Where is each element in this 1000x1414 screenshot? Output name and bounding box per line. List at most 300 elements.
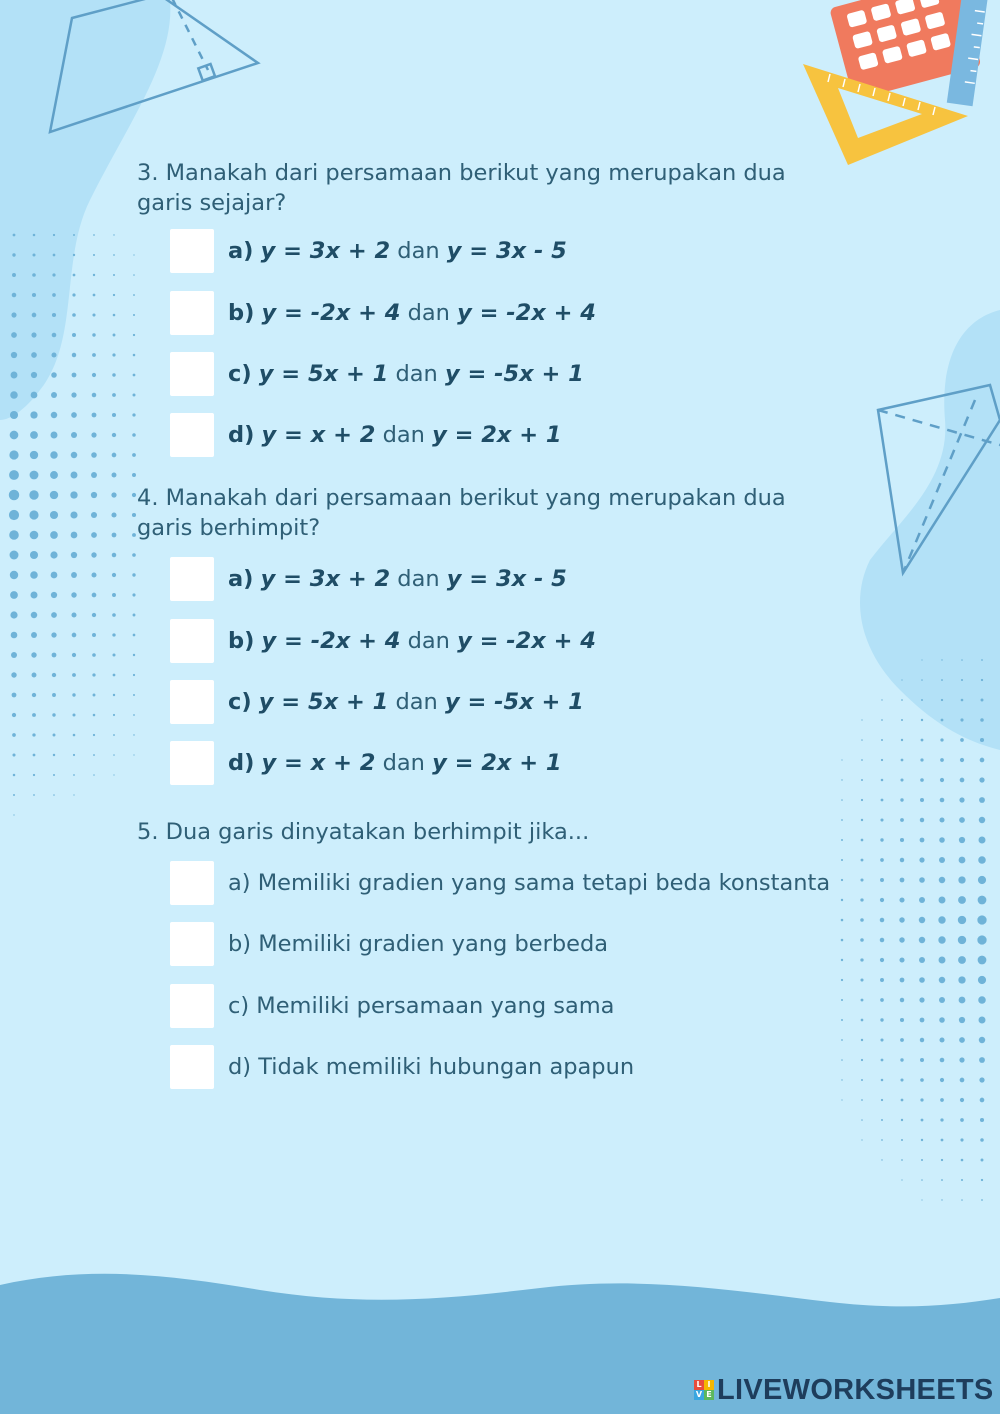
- halftone-dot: [32, 253, 35, 256]
- halftone-dot: [71, 452, 78, 459]
- halftone-dot: [841, 939, 844, 942]
- halftone-dot: [941, 1179, 943, 1181]
- halftone-dot: [33, 774, 35, 776]
- halftone-dot: [11, 332, 17, 338]
- halftone-dot: [50, 511, 58, 519]
- halftone-dot: [91, 572, 96, 577]
- halftone-dot: [30, 551, 38, 559]
- halftone-dot: [901, 1119, 903, 1121]
- halftone-dot: [71, 432, 77, 438]
- halftone-dot: [860, 898, 863, 901]
- halftone-dot: [841, 819, 843, 821]
- halftone-dot: [112, 353, 115, 356]
- halftone-dot: [50, 451, 57, 458]
- halftone-dot: [92, 613, 96, 617]
- q4-checkbox-c[interactable]: [170, 680, 214, 724]
- halftone-dot: [899, 897, 904, 902]
- halftone-dot: [10, 411, 18, 419]
- q5-option-b[interactable]: [170, 922, 608, 966]
- halftone-dot: [861, 819, 863, 821]
- halftone-dot: [10, 571, 18, 579]
- halftone-dot: [841, 959, 843, 961]
- halftone-dot: [939, 817, 944, 822]
- halftone-dot: [133, 674, 135, 676]
- halftone-dot: [53, 734, 56, 737]
- halftone-dot: [10, 431, 19, 440]
- halftone-dot: [70, 491, 77, 498]
- halftone-dot: [133, 714, 135, 716]
- halftone-dot: [91, 452, 97, 458]
- halftone-dot: [900, 1018, 904, 1022]
- halftone-dot: [113, 274, 115, 276]
- halftone-dot: [880, 938, 885, 943]
- halftone-dot: [92, 673, 95, 676]
- halftone-dot: [71, 612, 76, 617]
- halftone-dot: [978, 856, 986, 864]
- halftone-dot: [71, 592, 76, 597]
- halftone-dot: [73, 774, 75, 776]
- halftone-dot: [919, 897, 925, 903]
- halftone-dot: [980, 1138, 984, 1142]
- halftone-dot: [959, 1017, 965, 1023]
- halftone-dot: [841, 999, 843, 1001]
- halftone-dot: [93, 774, 95, 776]
- halftone-dot: [880, 818, 883, 821]
- halftone-dot: [961, 1199, 963, 1201]
- halftone-dot: [91, 512, 97, 518]
- halftone-dot: [880, 978, 884, 982]
- halftone-dot: [71, 532, 78, 539]
- halftone-dot: [959, 1057, 964, 1062]
- halftone-dot: [32, 673, 37, 678]
- q5-checkbox-b[interactable]: [170, 922, 214, 966]
- halftone-dot: [113, 694, 115, 696]
- halftone-dot: [919, 997, 924, 1002]
- halftone-dot: [30, 411, 37, 418]
- halftone-dot: [112, 393, 116, 397]
- halftone-dot: [92, 593, 97, 598]
- halftone-dot: [901, 1159, 903, 1161]
- halftone-dot: [12, 693, 17, 698]
- halftone-dot: [940, 758, 944, 762]
- halftone-dot: [11, 652, 17, 658]
- halftone-dot: [30, 531, 39, 540]
- halftone-dot: [52, 693, 56, 697]
- halftone-dot: [30, 451, 38, 459]
- halftone-dot: [861, 999, 864, 1002]
- halftone-dot: [92, 353, 96, 357]
- halftone-dot: [93, 294, 96, 297]
- halftone-dot: [881, 1059, 884, 1062]
- halftone-dot: [51, 412, 57, 418]
- halftone-dot: [13, 234, 16, 237]
- halftone-dot: [30, 471, 39, 480]
- q3-option-c[interactable]: [170, 352, 584, 396]
- q3-checkbox-a[interactable]: [170, 229, 214, 273]
- halftone-dot: [960, 1118, 964, 1122]
- halftone-dot: [939, 877, 945, 883]
- halftone-dot: [880, 1038, 883, 1041]
- question-3-text: 3. Manakah dari persamaan berikut yang merupakan dua garis sejajar?: [137, 160, 786, 216]
- halftone-dot: [32, 313, 37, 318]
- halftone-dot: [939, 977, 945, 983]
- halftone-dot: [71, 412, 77, 418]
- halftone-dot: [939, 1037, 944, 1042]
- halftone-dot: [941, 699, 943, 701]
- halftone-dot: [73, 254, 75, 256]
- halftone-dot: [93, 714, 96, 717]
- q4-checkbox-a[interactable]: [170, 557, 214, 601]
- halftone-dot: [53, 234, 55, 236]
- halftone-dot: [112, 613, 116, 617]
- halftone-dot: [960, 778, 965, 783]
- halftone-dot: [919, 917, 925, 923]
- q5-option-c[interactable]: [170, 984, 614, 1028]
- halftone-dot: [11, 352, 17, 358]
- halftone-dot: [72, 633, 77, 638]
- halftone-dot: [939, 957, 946, 964]
- halftone-dot: [113, 254, 115, 256]
- halftone-dot: [11, 672, 16, 677]
- halftone-dot: [921, 1159, 923, 1161]
- halftone-dot: [941, 659, 942, 660]
- halftone-dot: [51, 612, 57, 618]
- halftone-dot: [841, 779, 842, 780]
- halftone-dot: [132, 533, 136, 537]
- halftone-dot: [52, 293, 56, 297]
- halftone-dot: [73, 794, 74, 795]
- q3-option-d-label: d) y = x + 2 dan y = 2x + 1: [228, 422, 562, 448]
- q4-checkbox-d[interactable]: [170, 741, 214, 785]
- halftone-dot: [132, 413, 135, 416]
- halftone-dot: [113, 314, 116, 317]
- halftone-dot: [72, 693, 75, 696]
- q5-option-c-label: c) Memiliki persamaan yang sama: [228, 993, 615, 1019]
- halftone-dot: [71, 392, 76, 397]
- halftone-dot: [919, 957, 925, 963]
- halftone-dot: [960, 758, 964, 762]
- halftone-dot: [881, 1079, 884, 1082]
- halftone-dot: [899, 937, 904, 942]
- halftone-dot: [861, 1039, 863, 1041]
- halftone-dot: [91, 552, 96, 557]
- halftone-dot: [961, 659, 963, 661]
- halftone-dot: [50, 551, 57, 558]
- halftone-dot: [31, 332, 36, 337]
- halftone-dot: [841, 859, 843, 861]
- q4-option-d[interactable]: [170, 741, 562, 785]
- halftone-dot: [900, 1078, 903, 1081]
- halftone-dot: [960, 1078, 965, 1083]
- halftone-dot: [841, 879, 843, 881]
- halftone-dot: [960, 1098, 964, 1102]
- q3-option-c-label: c) y = 5x + 1 dan y = -5x + 1: [228, 361, 584, 387]
- halftone-dot: [133, 314, 135, 316]
- q3-option-d[interactable]: [170, 413, 562, 457]
- halftone-dot: [921, 1199, 922, 1200]
- halftone-dot: [980, 1118, 984, 1122]
- halftone-dot: [980, 718, 984, 722]
- halftone-dot: [861, 1059, 863, 1061]
- halftone-dot: [841, 919, 844, 922]
- question-4-text: 4. Manakah dari persamaan berikut yang merupakan dua garis berhimpit?: [137, 485, 786, 541]
- halftone-dot: [939, 1017, 945, 1023]
- halftone-dot: [979, 797, 985, 803]
- halftone-dot: [979, 1077, 984, 1082]
- halftone-dot: [920, 1018, 925, 1023]
- halftone-dot: [921, 699, 923, 701]
- halftone-dot: [31, 372, 37, 378]
- halftone-dot: [900, 978, 905, 983]
- halftone-dot: [881, 1159, 882, 1160]
- q3-checkbox-d[interactable]: [170, 413, 214, 457]
- liveworksheets-logo[interactable]: [694, 1372, 994, 1408]
- halftone-dot: [51, 632, 56, 637]
- halftone-dot: [112, 573, 116, 577]
- halftone-dot: [31, 392, 38, 399]
- halftone-dot: [133, 254, 134, 255]
- halftone-dot: [52, 713, 55, 716]
- halftone-dot: [13, 814, 14, 815]
- halftone-dot: [53, 794, 55, 796]
- halftone-dot: [841, 799, 843, 801]
- halftone-dot: [51, 592, 57, 598]
- q4-option-a[interactable]: [170, 557, 567, 601]
- halftone-dot: [919, 977, 925, 983]
- halftone-dot: [978, 956, 987, 965]
- q4-checkbox-b[interactable]: [170, 619, 214, 663]
- halftone-dot: [861, 1139, 862, 1140]
- halftone-dot: [941, 679, 943, 681]
- halftone-dot: [72, 333, 76, 337]
- q3-checkbox-c[interactable]: [170, 352, 214, 396]
- q3-option-a[interactable]: [170, 229, 567, 273]
- halftone-dot: [900, 818, 904, 822]
- halftone-dot: [112, 553, 117, 558]
- halftone-dot: [899, 917, 904, 922]
- halftone-dot: [111, 512, 116, 517]
- halftone-dot: [901, 759, 904, 762]
- halftone-dot: [880, 998, 884, 1002]
- halftone-dot: [861, 739, 863, 741]
- halftone-dot: [880, 858, 884, 862]
- q4-option-d-label: d) y = x + 2 dan y = 2x + 1: [228, 750, 562, 776]
- halftone-dot: [111, 492, 116, 497]
- halftone-dot: [51, 572, 58, 579]
- halftone-dot: [900, 858, 904, 862]
- halftone-dot: [940, 1058, 945, 1063]
- halftone-dot: [29, 510, 38, 519]
- halftone-dot: [93, 234, 95, 236]
- halftone-dot: [979, 817, 985, 823]
- halftone-dot: [113, 674, 116, 677]
- halftone-dot: [940, 1098, 944, 1102]
- halftone-dot: [939, 857, 945, 863]
- halftone-dot: [841, 1079, 842, 1080]
- halftone-dot: [981, 679, 983, 681]
- halftone-dot: [938, 916, 945, 923]
- halftone-dot: [10, 591, 18, 599]
- halftone-dot: [919, 877, 925, 883]
- halftone-dot: [978, 896, 987, 905]
- halftone-dot: [11, 312, 16, 317]
- halftone-dot: [940, 1118, 943, 1121]
- halftone-dot: [920, 838, 925, 843]
- halftone-dot: [133, 694, 135, 696]
- halftone-dot: [920, 1038, 924, 1042]
- halftone-dot: [52, 273, 55, 276]
- halftone-dot: [133, 654, 135, 656]
- halftone-dot: [10, 391, 18, 399]
- halftone-dot: [51, 432, 58, 439]
- halftone-dot: [12, 753, 15, 756]
- halftone-dot: [940, 778, 944, 782]
- halftone-dot: [50, 471, 58, 479]
- halftone-dot: [133, 634, 136, 637]
- halftone-dot: [92, 313, 95, 316]
- halftone-dot: [92, 333, 95, 336]
- q5-option-b-label: b) Memiliki gradien yang berbeda: [228, 931, 609, 957]
- halftone-dot: [958, 956, 966, 964]
- halftone-dot: [900, 798, 903, 801]
- halftone-dot: [921, 719, 923, 721]
- halftone-dot: [880, 918, 885, 923]
- halftone-dot: [958, 876, 965, 883]
- q5-option-d[interactable]: [170, 1045, 634, 1089]
- q4-option-c[interactable]: [170, 680, 584, 724]
- halftone-dot: [113, 774, 114, 775]
- halftone-dot: [901, 699, 903, 701]
- halftone-dot: [31, 652, 36, 657]
- q5-checkbox-c[interactable]: [170, 984, 214, 1028]
- halftone-dot: [52, 673, 56, 677]
- halftone-dot: [132, 573, 135, 576]
- halftone-dot: [92, 413, 97, 418]
- halftone-dot: [958, 936, 966, 944]
- q4-option-b-label: b) y = -2x + 4 dan y = -2x + 4: [228, 628, 596, 654]
- halftone-dot: [29, 490, 38, 499]
- halftone-dot: [133, 294, 135, 296]
- halftone-dot: [941, 1159, 943, 1161]
- halftone-dot: [32, 293, 36, 297]
- halftone-dot: [73, 754, 75, 756]
- halftone-dot: [112, 593, 116, 597]
- halftone-dot: [9, 450, 18, 459]
- halftone-dot: [861, 719, 862, 720]
- halftone-dot: [979, 1037, 985, 1043]
- q5-option-a[interactable]: [170, 861, 830, 905]
- halftone-dot: [881, 699, 882, 700]
- halftone-dot: [961, 1179, 963, 1181]
- halftone-dot: [900, 838, 904, 842]
- halftone-dot: [921, 1179, 923, 1181]
- halftone-dot: [841, 979, 843, 981]
- halftone-dot: [73, 234, 75, 236]
- halftone-dot: [959, 837, 965, 843]
- halftone-dot: [960, 738, 964, 742]
- halftone-dot: [960, 718, 963, 721]
- halftone-dot: [72, 353, 76, 357]
- halftone-dot: [73, 274, 76, 277]
- halftone-dot: [132, 553, 136, 557]
- halftone-dot: [958, 976, 965, 983]
- halftone-dot: [880, 1018, 883, 1021]
- halftone-dot: [112, 633, 115, 636]
- halftone-dot: [91, 432, 96, 437]
- halftone-dot: [919, 937, 925, 943]
- halftone-dot: [978, 996, 986, 1004]
- halftone-dot: [921, 1119, 924, 1122]
- halftone-dot: [51, 372, 57, 378]
- halftone-dot: [980, 758, 985, 763]
- q4-option-a-label: a) y = 3x + 2 dan y = 3x - 5: [228, 566, 567, 592]
- halftone-dot: [91, 492, 97, 498]
- q5-checkbox-d[interactable]: [170, 1045, 214, 1089]
- halftone-dot: [900, 778, 903, 781]
- halftone-dot: [133, 274, 135, 276]
- halftone-dot: [112, 653, 115, 656]
- halftone-dot: [841, 1019, 843, 1021]
- halftone-dot: [51, 392, 57, 398]
- halftone-dot: [33, 754, 36, 757]
- q3-option-b[interactable]: [170, 291, 596, 335]
- halftone-dot: [112, 473, 117, 478]
- halftone-dot: [958, 916, 966, 924]
- halftone-dot: [72, 673, 76, 677]
- halftone-dot: [12, 713, 16, 717]
- halftone-dot: [977, 935, 986, 944]
- halftone-dot: [881, 1139, 883, 1141]
- halftone-dot: [880, 898, 884, 902]
- halftone-dot: [52, 313, 56, 317]
- halftone-dot: [30, 591, 37, 598]
- q3-checkbox-b[interactable]: [170, 291, 214, 335]
- halftone-dot: [13, 774, 16, 777]
- halftone-dot: [961, 1159, 964, 1162]
- halftone-dot: [10, 551, 19, 560]
- halftone-dot: [73, 734, 76, 737]
- halftone-dot: [939, 997, 945, 1003]
- halftone-dot: [920, 1058, 924, 1062]
- halftone-dot: [112, 533, 117, 538]
- halftone-dot: [93, 254, 95, 256]
- halftone-dot: [12, 273, 16, 277]
- halftone-dot: [93, 754, 95, 756]
- halftone-dot: [958, 896, 966, 904]
- halftone-dot: [861, 839, 864, 842]
- halftone-dot: [132, 473, 136, 477]
- halftone-dot: [979, 837, 986, 844]
- halftone-dot: [959, 1037, 965, 1043]
- halftone-dot: [133, 354, 136, 357]
- halftone-dot: [72, 293, 75, 296]
- halftone-dot: [961, 679, 963, 681]
- halftone-dot: [132, 593, 135, 596]
- halftone-dot: [33, 234, 36, 237]
- halftone-dot: [51, 352, 56, 357]
- halftone-dot: [113, 234, 114, 235]
- halftone-dot: [93, 274, 95, 276]
- halftone-dot: [901, 1179, 902, 1180]
- q5-checkbox-a[interactable]: [170, 861, 214, 905]
- halftone-dot: [981, 699, 984, 702]
- halftone-dot: [860, 958, 863, 961]
- halftone-dot: [939, 897, 946, 904]
- halftone-dot: [53, 254, 56, 257]
- halftone-dot: [921, 739, 924, 742]
- halftone-dot: [31, 612, 37, 618]
- q4-option-b[interactable]: [170, 619, 596, 663]
